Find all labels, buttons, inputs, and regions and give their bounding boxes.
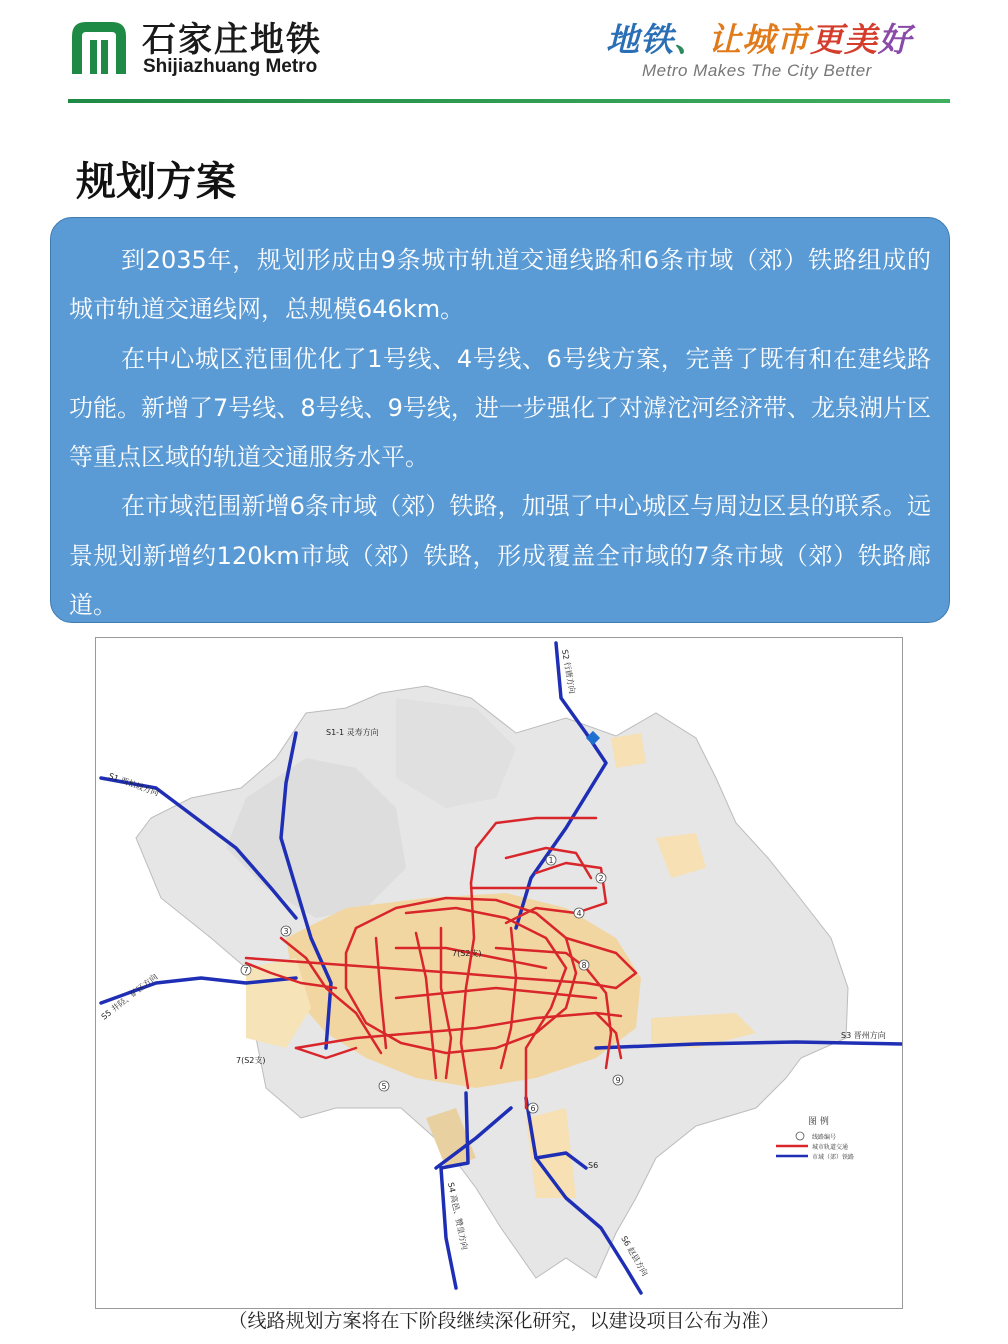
slogan-part: 更美	[810, 20, 878, 59]
slogan-part: 、	[674, 20, 708, 59]
plan-summary-box	[50, 217, 950, 623]
line-marker	[379, 1081, 389, 1091]
section-title: 规划方案	[76, 159, 236, 205]
metro-logo-icon	[68, 18, 130, 76]
label-s2: S2 行唐方向	[560, 648, 577, 695]
label-s1: S1 西柏坡方向	[107, 771, 160, 798]
line-marker	[613, 1075, 623, 1085]
paragraph: 在中心城区范围优化了1号线、4号线、6号线方案，完善了既有和在建线路功能。新增了7号线、8号线、9号线，进一步强化了对滹沱河经济带、龙泉湖片区等重点区域的轨道交通服务水平。	[69, 344, 931, 472]
line-marker	[596, 873, 606, 883]
slogan-english: Metro Makes The City Better	[642, 61, 872, 80]
svg-text:4: 4	[576, 909, 582, 918]
svg-text:6: 6	[530, 1104, 536, 1113]
svg-text:9: 9	[615, 1076, 621, 1085]
line-marker	[281, 926, 291, 936]
line-marker	[241, 965, 251, 975]
label-line7-north: 7(S2支)	[452, 949, 482, 958]
svg-text:8: 8	[581, 961, 587, 970]
line-marker	[579, 960, 589, 970]
page-header	[0, 0, 1008, 110]
line-marker	[528, 1103, 538, 1113]
map-legend	[776, 1115, 854, 1161]
line-marker	[546, 855, 556, 865]
map-svg	[96, 638, 903, 1309]
svg-text:5: 5	[381, 1082, 387, 1091]
logo-english-name: Shijiazhuang Metro	[143, 56, 318, 77]
map-caption: （线路规划方案将在下阶段继续深化研究，以建设项目公布为准）	[228, 1310, 780, 1332]
paragraph: 在市域范围新增6条市域（郊）铁路，加强了中心城区与周边区县的联系。远景规划新增约120km市域（郊）铁路，形成覆盖全市域的7条市域（郊）铁路廊道。	[69, 492, 931, 620]
urban-area	[611, 733, 646, 768]
svg-text:1: 1	[548, 856, 554, 865]
label-s4: S4 高邑、赞皇方向	[446, 1181, 470, 1251]
label-line7-west: 7(S2支)	[236, 1056, 266, 1065]
metro-plan-map	[95, 637, 903, 1309]
svg-text:2: 2	[598, 874, 604, 883]
legend-item: 市域（郊）铁路	[812, 1154, 855, 1161]
slogan-part: 地铁	[606, 20, 674, 59]
label-s1-1: S1-1 灵寿方向	[326, 728, 379, 737]
label-s5: S5 井陉、矿区方向	[99, 972, 160, 1022]
svg-text:7: 7	[243, 966, 249, 975]
slogan-chinese	[606, 14, 912, 61]
paragraph: 到2035年，规划形成由9条城市轨道交通线路和6条市域（郊）铁路组成的城市轨道交通线网，总规模646km。	[69, 246, 931, 324]
slogan-part: 好	[878, 20, 912, 59]
label-s6-short: S6	[588, 1161, 599, 1170]
line-marker	[574, 908, 584, 918]
legend-title: 图 例	[808, 1117, 829, 1127]
legend-item: 线路编号	[812, 1134, 837, 1141]
svg-text:3: 3	[283, 927, 289, 936]
label-s3: S3 晋州方向	[841, 1031, 886, 1040]
label-s6: S6 赵县方向	[619, 1234, 650, 1278]
logo-chinese-name: 石家庄地铁	[142, 20, 322, 60]
legend-item: 城市轨道交通	[812, 1144, 849, 1151]
slogan-part: 让城市	[708, 20, 810, 59]
header-divider	[68, 99, 950, 103]
